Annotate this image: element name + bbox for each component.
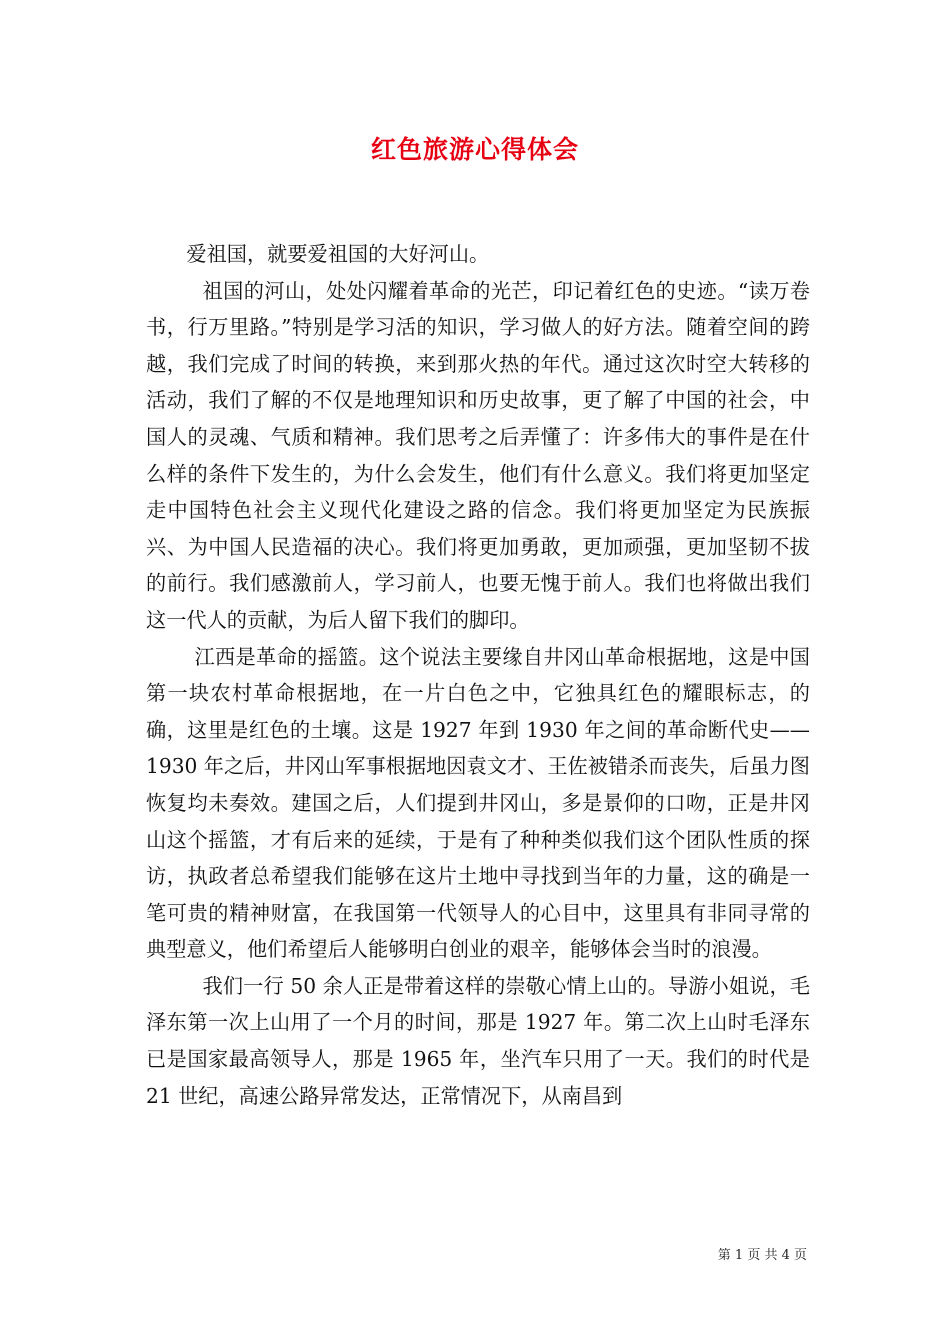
paragraph-3: 江西是革命的摇篮。这个说法主要缘自井冈山革命根据地，这是中国第一块农村革命根据地，在一片白色之中，它独具红色的耀眼标志，的确，这里是红色的土壤。这是 1927 年到 1930 年之间的革命断代史——1930 年之后，井冈山军事根据地因袁文才、王佐被错杀而丧失，后虽力图恢复均未奏效。建国之后，人们提到井冈山，多是景仰的口吻，正是井冈山这个摇篮，才有后来的延续，于是有了种种类似我们这个团队性质的探访，执政者总希望我们能够在这片土地中寻找到当年的力量，这的确是一笔可贵的精神财富，在我国第一代领导人的心目中，这里具有非同寻常的典型意义，他们希望后人能够明白创业的艰辛，能够体会当时的浪漫。 [146,644,810,962]
document-title: 红色旅游心得体会 [370,135,579,164]
paragraph-2: 祖国的河山，处处闪耀着革命的光芒，印记着红色的史迹。“读万卷书，行万里路。”特别是学习活的知识，学习做人的好方法。随着空间的跨越，我们完成了时间的转换，来到那火热的年代。通过这次时空大转移的活动，我们了解的不仅是地理知识和历史故事，更了解了中国的社会，中国人的灵魂、气质和精神。我们思考之后弄懂了：许多伟大的事件是在什么样的条件下发生的，为什么会发生，他们有什么意义。我们将更加坚定走中国特色社会主义现代化建设之路的信念。我们将更加坚定为民族振兴、为中国人民造福的决心。我们将更加勇敢，更加顽强，更加坚韧不拔的前行。我们感激前人，学习前人，也要无愧于前人。我们也将做出我们这一代人的贡献，为后人留下我们的脚印。 [146,278,810,632]
page-number-footer: 第 1 页 共 4 页 [717,1248,807,1263]
paragraph-1: 爱祖国，就要爱祖国的大好河山。 [186,242,490,266]
paragraph-4: 我们一行 50 余人正是带着这样的崇敬心情上山的。导游小姐说，毛泽东第一次上山用了一个月的时间，那是 1927 年。第二次上山时毛泽东已是国家最高领导人，那是 1965 年，坐汽车只用了一天。我们的时代是 21 世纪，高速公路异常发达，正常情况下，从南昌到 [146,973,810,1108]
document-body [146,236,810,1114]
